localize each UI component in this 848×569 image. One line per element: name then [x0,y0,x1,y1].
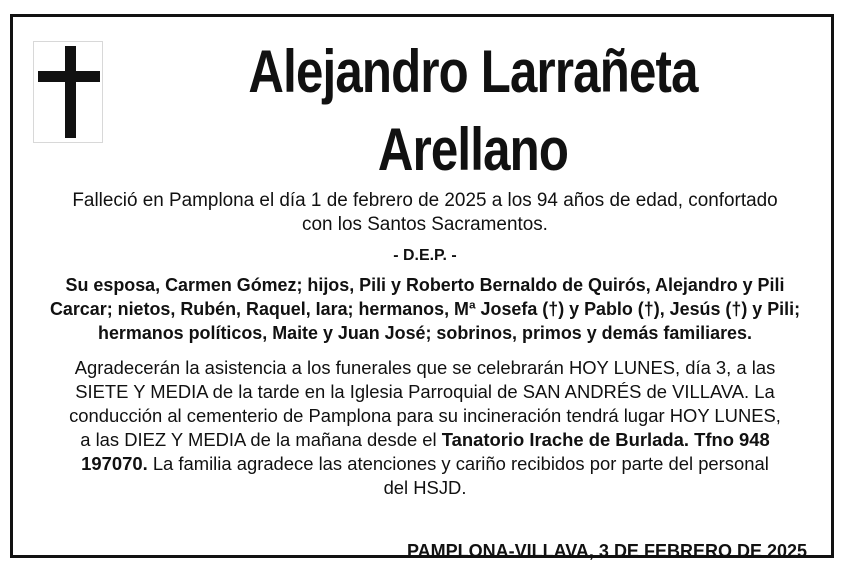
funeral-line-5 [29,452,821,476]
cross-icon-vertical-bar [65,46,76,138]
funeral-line-6: del HSJD. [383,477,467,498]
place-and-date: PAMPLONA-VILLAVA, 3 DE FEBRERO DE 2025 [406,541,807,561]
death-announcement-line-2: con los Santos Sacramentos. [302,214,548,235]
rip-label: - D.E.P. - [393,247,457,264]
cross-icon [33,41,103,143]
family-line-3: hermanos políticos, Maite y Juan José; sobrinos, primos y demás familiares. [98,323,752,343]
family-line-2: Carcar; nietos, Rubén, Raquel, Iara; hermanos, Mª Josefa (†) y Pablo (†), Jesús (†) y Pili; [49,299,801,319]
death-announcement [27,189,823,237]
funeral-line-4 [29,428,821,452]
cross-icon-horizontal-bar [38,71,100,82]
funeral-details [27,356,823,500]
funeral-line-3: conducción al cementerio de Pamplona para su incineración tendrá lugar HOY LUNES, [69,405,781,426]
funeral-line-5-text: La familia agradece las atenciones y cariño recibidos por parte del personal [147,453,769,474]
funeral-line-1: Agradecerán la asistencia a los funerales que se celebrarán HOY LUNES, día 3, a las [74,357,776,378]
funeral-line-4-text: a las DIEZ Y MEDIA de la mañana desde el [80,429,442,450]
deceased-name-line-1: Alejandro Larrañeta [248,38,698,105]
funeral-home-phone: 197070. [81,453,148,474]
funeral-line-2: SIETE Y MEDIA de la tarde en la Iglesia Parroquial de SAN ANDRÉS de VILLAVA. La [75,381,775,402]
funeral-home-name: Tanatorio Irache de Burlada. Tfno 948 [441,429,770,450]
deceased-name-line-2: Arellano [377,116,569,183]
obituary-notice [10,14,834,561]
family-list [27,273,823,345]
family-line-1: Su esposa, Carmen Gómez; hijos, Pili y Roberto Bernaldo de Quirós, Alejandro y Pili [65,275,785,295]
death-announcement-line-1: Falleció en Pamplona el día 1 de febrero de 2025 a los 94 años de edad, confortado [72,190,778,211]
